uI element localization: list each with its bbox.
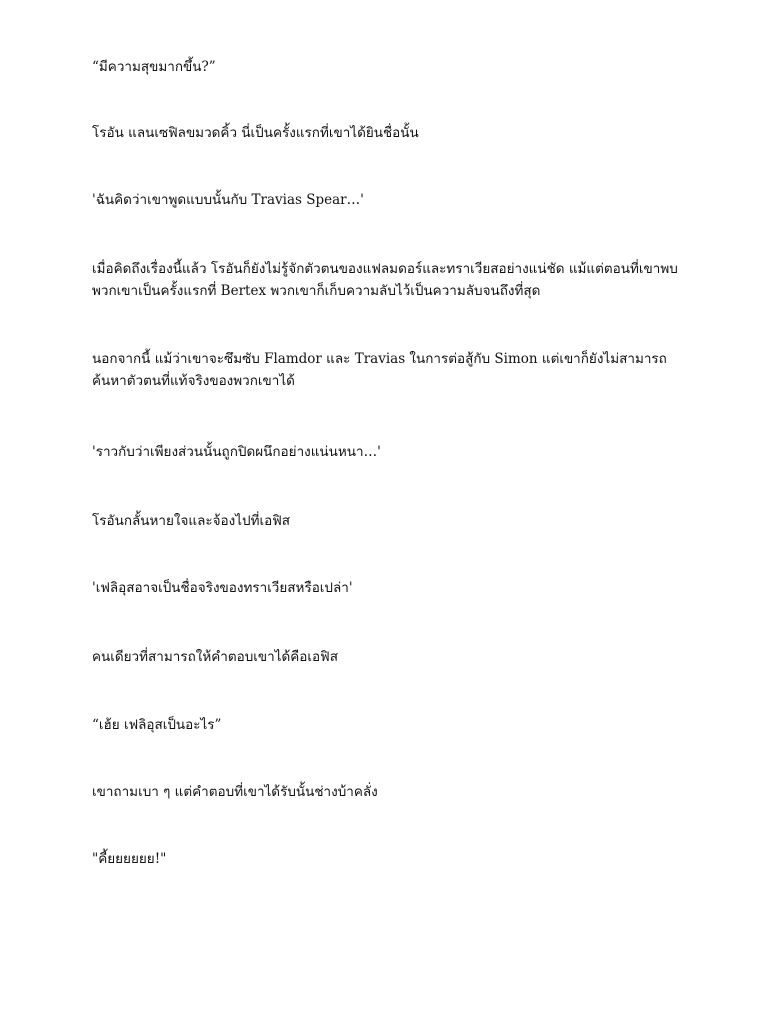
paragraph-12: "คี้ยยยยยย!"	[92, 851, 167, 867]
paragraph-2: โรอัน แลนเซฟิลขมวดคิ้ว นี่เป็นครั้งแรกที่เขาได้ยินชื่อนั้น	[92, 125, 419, 141]
paragraph-6: 'ราวกับว่าเพียงส่วนนั้นถูกปิดผนึกอย่างแน่นหนา…'	[92, 444, 381, 460]
paragraph-8: 'เฟลิอุสอาจเป็นชื่อจริงของทราเวียสหรือเปล่า'	[92, 580, 353, 596]
paragraph-9: คนเดียวที่สามารถให้คำตอบเขาได้คือเอฟิส	[92, 649, 338, 665]
paragraph-5: นอกจากนี้ แม้ว่าเขาจะซึมซับ Flamdor และ Travias ในการต่อสู้กับ Simon แต่เขาก็ยังไม่สามารถค้นหาตัวตนที่แท้จริงของพวกเขาได้	[92, 351, 667, 389]
paragraph-10: “เฮ้ย เฟลิอุสเป็นอะไร”	[92, 717, 222, 733]
paragraph-3: 'ฉันคิดว่าเขาพูดแบบนั้นกับ Travias Spear…'	[92, 192, 364, 208]
paragraph-11: เขาถามเบา ๆ แต่คำตอบที่เขาได้รับนั้นช่างบ้าคลั่ง	[92, 784, 378, 800]
paragraph-1: “มีความสุขมากขึ้น?”	[92, 59, 216, 75]
paragraph-4: เมื่อคิดถึงเรื่องนี้แล้ว โรอันก็ยังไม่รู้จักตัวตนของแฟลมดอร์และทราเวียสอย่างแน่ชัด แม้แต่ตอนที่เขาพบพวกเขาเป็นครั้งแรกที่ Bertex พวกเขาก็เก็บความลับไว้เป็นความลับจนถึงที่สุด	[92, 261, 678, 299]
paragraph-7: โรอันกลั้นหายใจและจ้องไปที่เอฟิส	[92, 513, 291, 529]
